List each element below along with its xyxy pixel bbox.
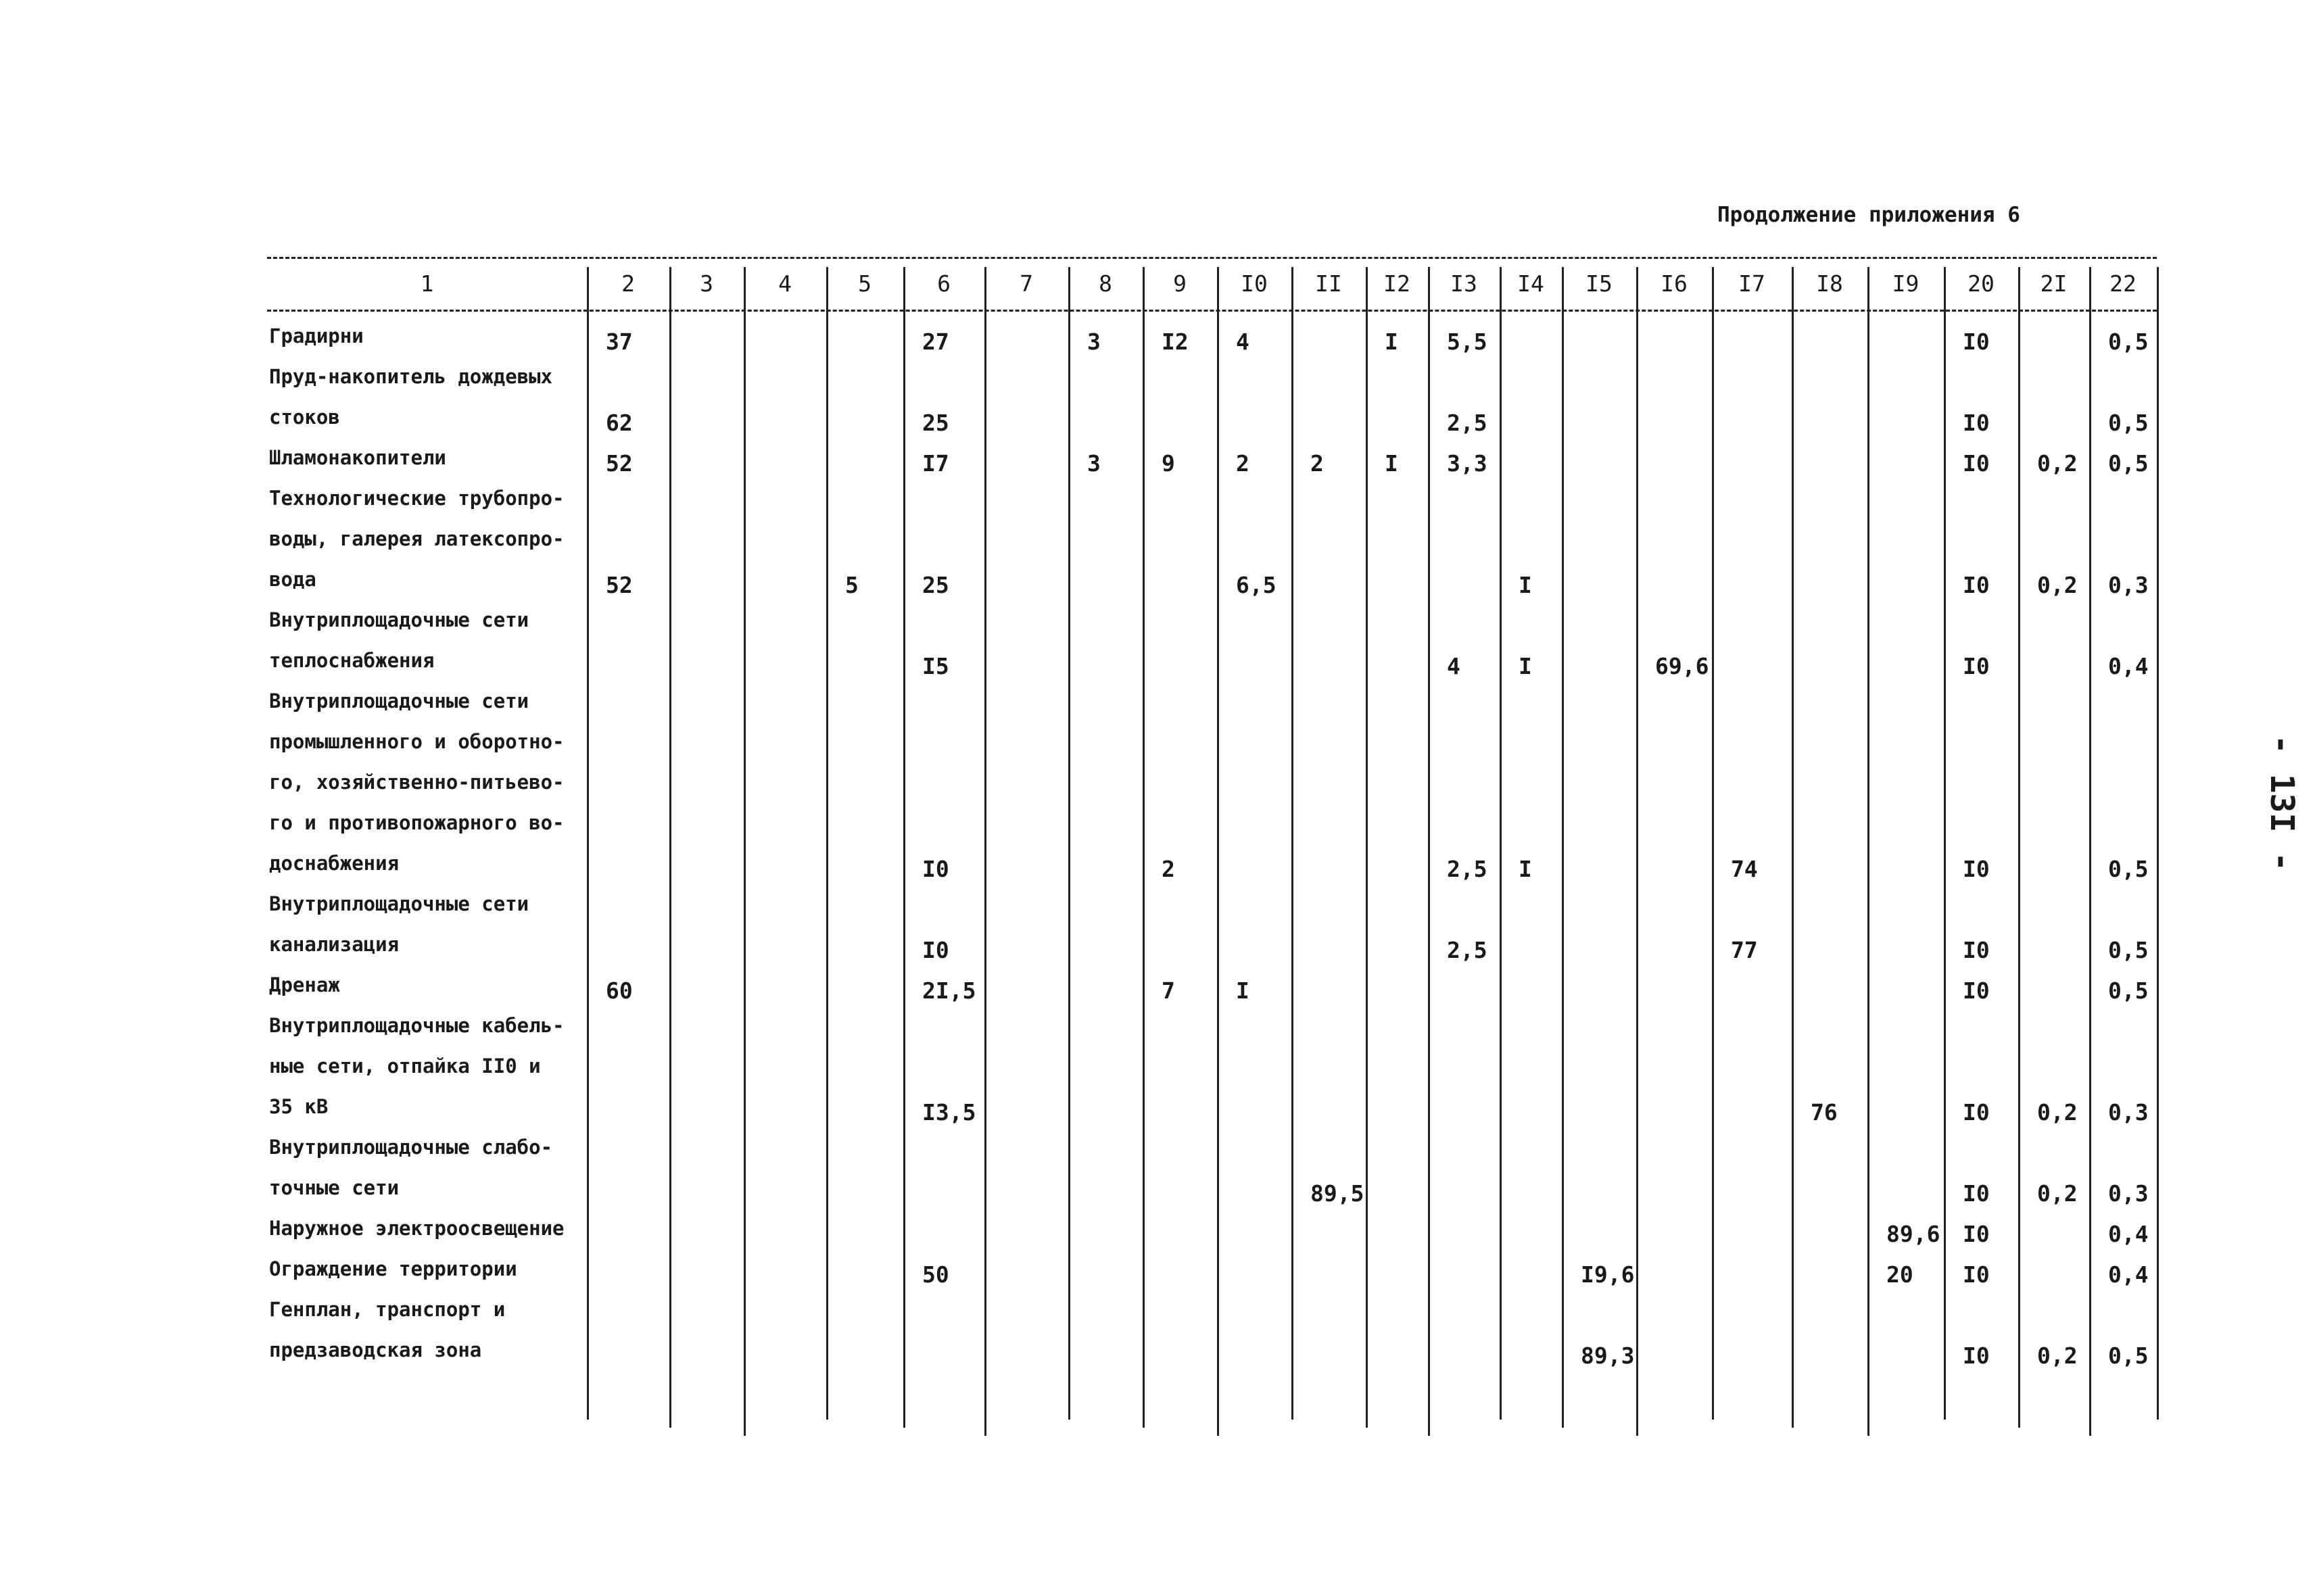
row-description: Пруд-накопитель дождевых: [269, 365, 553, 388]
column-header: 7: [1020, 270, 1033, 297]
table-cell: I9,6: [1581, 1261, 1635, 1288]
table-cell: 27: [922, 329, 949, 355]
column-divider: [1068, 267, 1070, 1420]
table-cell: 2,5: [1447, 856, 1487, 882]
column-header: 2: [621, 270, 635, 297]
table-cell: 37: [606, 329, 633, 355]
table-cell: 0,5: [2108, 977, 2149, 1004]
column-header: I6: [1661, 270, 1688, 297]
table-cell: 20: [1886, 1261, 1913, 1288]
table-cell: 0,4: [2108, 1221, 2149, 1247]
row-description: промышленного и оборотно-: [269, 730, 565, 753]
table-cell: 0,2: [2037, 1343, 2078, 1369]
table-cell: 0,4: [2108, 1261, 2149, 1288]
table-cell: I: [1519, 653, 1532, 679]
table-cell: 0,3: [2108, 572, 2149, 598]
row-description: Внутриплощадочные сети: [269, 892, 529, 915]
table-cell: 0,3: [2108, 1099, 2149, 1126]
row-description: канализация: [269, 933, 400, 956]
table-cell: 89,5: [1310, 1180, 1364, 1207]
row-description: воды, галерея латексопро-: [269, 527, 565, 550]
column-divider: [1867, 267, 1869, 1436]
column-header: I5: [1585, 270, 1613, 297]
table-cell: 76: [1811, 1099, 1838, 1126]
column-divider: [1217, 267, 1219, 1436]
row-description: Дренаж: [269, 973, 340, 996]
table-cell: 62: [606, 410, 633, 436]
table-cell: 0,5: [2108, 450, 2149, 477]
column-header: I8: [1816, 270, 1843, 297]
table-cell: 2: [1162, 856, 1175, 882]
table-cell: 0,3: [2108, 1180, 2149, 1207]
column-header: I7: [1738, 270, 1765, 297]
table-cell: 0,5: [2108, 856, 2149, 882]
table-cell: I3,5: [922, 1099, 976, 1126]
table-cell: I: [1519, 856, 1532, 882]
table-cell: 7: [1162, 977, 1175, 1004]
column-divider: [1500, 267, 1502, 1420]
table-cell: I: [1236, 977, 1249, 1004]
row-description: Технологические трубопро-: [269, 487, 565, 510]
table-cell: 0,4: [2108, 653, 2149, 679]
row-description: предзаводская зона: [269, 1338, 482, 1361]
row-description: Генплан, транспорт и: [269, 1298, 506, 1321]
table-cell: 25: [922, 410, 949, 436]
row-description: Ограждение территории: [269, 1257, 517, 1280]
table-cell: 2I,5: [922, 977, 976, 1004]
table-cell: I: [1519, 572, 1532, 598]
table-cell: 0,2: [2037, 450, 2078, 477]
column-header: 3: [700, 270, 713, 297]
table-cell: 4: [1447, 653, 1460, 679]
table-cell: I0: [922, 856, 949, 882]
row-description: го и противопожарного во-: [269, 811, 565, 834]
row-description: Внутриплощадочные слабо-: [269, 1136, 553, 1159]
table-cell: I0: [1963, 450, 1990, 477]
table-cell: 52: [606, 450, 633, 477]
table-cell: I0: [1963, 1343, 1990, 1369]
column-divider: [1944, 267, 1946, 1420]
table-cell: I0: [1963, 1180, 1990, 1207]
table-cell: 6,5: [1236, 572, 1276, 598]
row-description: теплоснабжения: [269, 649, 435, 672]
column-divider: [2089, 267, 2091, 1436]
column-header: II: [1315, 270, 1342, 297]
page-title: Продолжение приложения 6: [1717, 203, 2020, 227]
table-cell: I2: [1162, 329, 1189, 355]
column-header: I4: [1517, 270, 1544, 297]
table-cell: 50: [922, 1261, 949, 1288]
row-description: 35 кВ: [269, 1095, 329, 1118]
column-divider: [2157, 267, 2159, 1420]
column-divider: [1562, 267, 1564, 1428]
column-divider: [1712, 267, 1714, 1420]
row-description: стоков: [269, 406, 340, 429]
table-cell: I: [1385, 450, 1398, 477]
table-cell: I0: [1963, 856, 1990, 882]
column-divider: [669, 267, 671, 1428]
column-divider: [587, 267, 589, 1420]
row-description: Шламонакопители: [269, 446, 446, 469]
column-header: I2: [1383, 270, 1410, 297]
table-cell: 4: [1236, 329, 1249, 355]
column-divider: [903, 267, 905, 1428]
column-divider: [1636, 267, 1638, 1436]
table-cell: 0,2: [2037, 1099, 2078, 1126]
column-divider: [1366, 267, 1368, 1428]
table-cell: 9: [1162, 450, 1175, 477]
table-cell: 0,2: [2037, 572, 2078, 598]
table-cell: 77: [1731, 937, 1758, 963]
row-description: вода: [269, 568, 316, 591]
table-cell: I0: [1963, 410, 1990, 436]
column-divider: [744, 267, 746, 1436]
column-header: 20: [1967, 270, 1995, 297]
table-cell: 5,5: [1447, 329, 1487, 355]
table-cell: I0: [1963, 329, 1990, 355]
table-cell: 2: [1236, 450, 1249, 477]
page-number: - 13I -: [2263, 734, 2301, 872]
table-cell: 89,3: [1581, 1343, 1635, 1369]
table-cell: I0: [1963, 937, 1990, 963]
row-description: доснабжения: [269, 852, 400, 875]
table-cell: 0,5: [2108, 1343, 2149, 1369]
column-divider: [1428, 267, 1430, 1436]
column-divider: [1792, 267, 1794, 1428]
column-divider: [2018, 267, 2020, 1428]
table-cell: 3: [1087, 450, 1101, 477]
row-description: го, хозяйственно-питьево-: [269, 771, 565, 794]
table-cell: 74: [1731, 856, 1758, 882]
column-header: 22: [2109, 270, 2137, 297]
table-cell: I0: [1963, 653, 1990, 679]
column-header: 5: [858, 270, 872, 297]
column-header: 4: [778, 270, 792, 297]
row-description: Градирни: [269, 324, 364, 347]
table-cell: 89,6: [1886, 1221, 1940, 1247]
table-cell: I0: [1963, 1261, 1990, 1288]
table-cell: 3,3: [1447, 450, 1487, 477]
column-header: I3: [1450, 270, 1477, 297]
table-cell: 25: [922, 572, 949, 598]
table-cell: I0: [1963, 1099, 1990, 1126]
row-description: Внутриплощадочные сети: [269, 608, 529, 631]
table-cell: I0: [1963, 1221, 1990, 1247]
row-description: Наружное электроосвещение: [269, 1217, 565, 1240]
column-divider: [984, 267, 986, 1436]
table-cell: I0: [1963, 572, 1990, 598]
table-cell: 0,2: [2037, 1180, 2078, 1207]
table-cell: 2: [1310, 450, 1324, 477]
table-cell: 3: [1087, 329, 1101, 355]
table-cell: 0,5: [2108, 410, 2149, 436]
row-description: Внутриплощадочные сети: [269, 690, 529, 712]
table-cell: 2,5: [1447, 410, 1487, 436]
table-rule: [267, 310, 2157, 312]
column-header: 6: [937, 270, 951, 297]
column-divider: [1291, 267, 1293, 1420]
table-cell: I0: [1963, 977, 1990, 1004]
column-header: I0: [1241, 270, 1268, 297]
column-header: 8: [1099, 270, 1112, 297]
table-cell: 0,5: [2108, 329, 2149, 355]
row-description: ные сети, отпайка II0 и: [269, 1055, 541, 1078]
table-cell: I0: [922, 937, 949, 963]
table-cell: I5: [922, 653, 949, 679]
table-cell: 69,6: [1655, 653, 1709, 679]
column-header: 9: [1173, 270, 1187, 297]
column-header: 2I: [2040, 270, 2068, 297]
column-header: 1: [420, 270, 434, 297]
column-divider: [826, 267, 828, 1420]
column-header: I9: [1892, 270, 1919, 297]
table-cell: 52: [606, 572, 633, 598]
table-cell: 60: [606, 977, 633, 1004]
row-description: точные сети: [269, 1176, 400, 1199]
table-rule: [267, 257, 2157, 259]
table-cell: I7: [922, 450, 949, 477]
table-cell: 5: [845, 572, 859, 598]
row-description: Внутриплощадочные кабель-: [269, 1014, 565, 1037]
table-cell: I: [1385, 329, 1398, 355]
table-cell: 0,5: [2108, 937, 2149, 963]
column-divider: [1143, 267, 1145, 1428]
table-cell: 2,5: [1447, 937, 1487, 963]
